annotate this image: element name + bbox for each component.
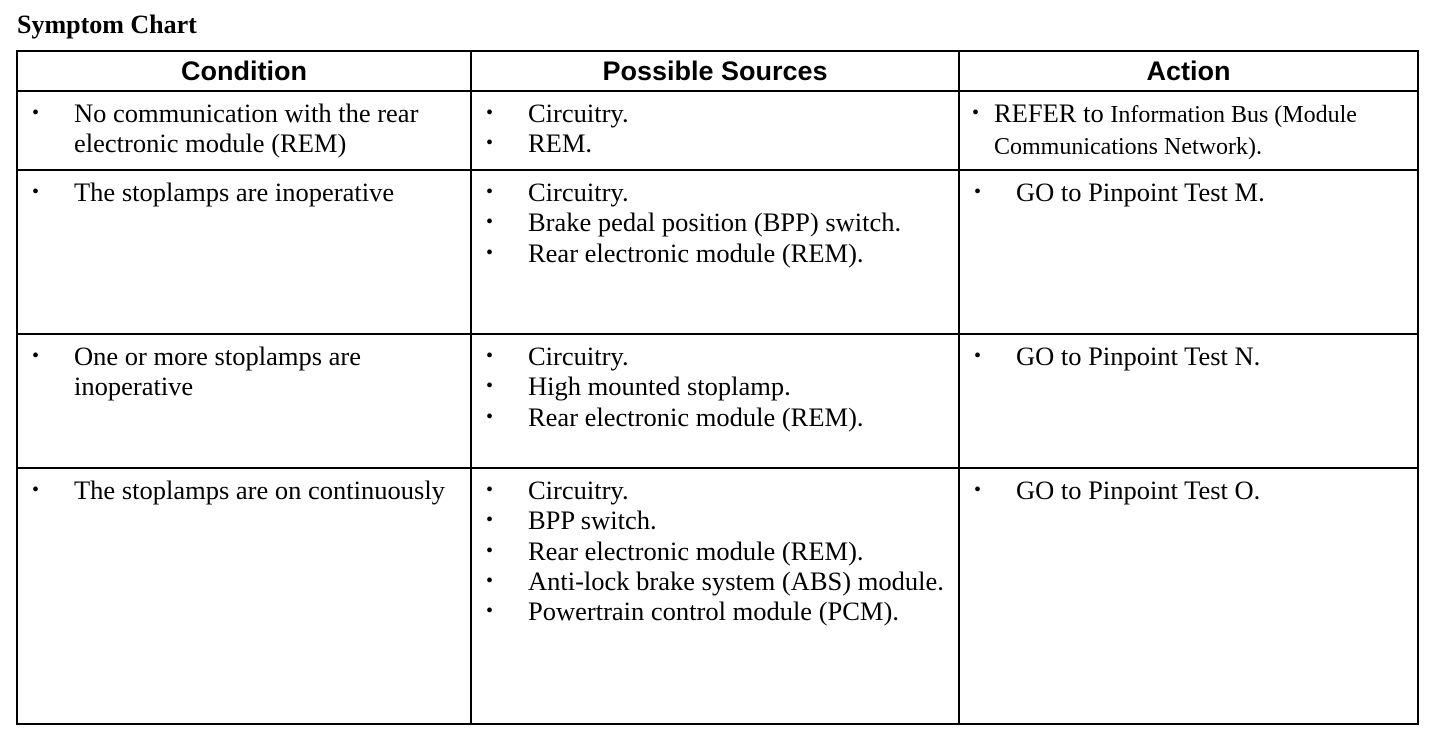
condition-cell: [17, 468, 471, 724]
sources-cell: [471, 170, 959, 334]
table-row: [17, 170, 1418, 334]
source-item: • Rear electronic module (REM).: [486, 402, 952, 432]
header-possible-sources: Possible Sources: [471, 51, 959, 91]
condition-cell: [17, 334, 471, 468]
page-title: Symptom Chart: [17, 10, 197, 39]
action-item: • GO to Pinpoint Test M.: [974, 177, 1411, 207]
action-item: [972, 98, 1411, 163]
condition-text: • The stoplamps are inoperative: [32, 177, 464, 207]
sources-cell: [471, 91, 959, 170]
source-item: • Rear electronic module (REM).: [486, 536, 952, 566]
table-row: [17, 334, 1418, 468]
action-refer-text: REFER to: [994, 98, 1104, 128]
source-item: • Circuitry.: [486, 475, 952, 505]
action-cell: [959, 334, 1418, 468]
source-item: • Circuitry.: [486, 177, 952, 207]
source-item: • Powertrain control module (PCM).: [486, 596, 952, 626]
source-item: • Anti-lock brake system (ABS) module.: [486, 566, 952, 596]
header-action: Action: [959, 51, 1418, 91]
header-row: [17, 51, 1418, 91]
source-item: • REM.: [486, 128, 952, 158]
action-cell: [959, 170, 1418, 334]
sources-cell: [471, 334, 959, 468]
condition-cell: [17, 170, 471, 334]
action-cell: [959, 468, 1418, 724]
symptom-chart-table: [16, 50, 1419, 725]
source-item: • Brake pedal position (BPP) switch.: [486, 207, 952, 237]
table-row: [17, 91, 1418, 170]
condition-text: • No communication with the rear electronic module (REM): [32, 98, 464, 159]
source-item: • High mounted stoplamp.: [486, 371, 952, 401]
source-item: • Rear electronic module (REM).: [486, 238, 952, 268]
table-row: [17, 468, 1418, 724]
sources-cell: [471, 468, 959, 724]
condition-text: • One or more stoplamps are inoperative: [32, 341, 464, 402]
condition-cell: [17, 91, 471, 170]
condition-text: • The stoplamps are on continuously: [32, 475, 464, 505]
action-item: • GO to Pinpoint Test O.: [974, 475, 1411, 505]
action-refer-link[interactable]: Information Bus (Module Communications Network).: [994, 102, 1357, 161]
source-item: • BPP switch.: [486, 505, 952, 535]
action-cell: [959, 91, 1418, 170]
source-item: • Circuitry.: [486, 341, 952, 371]
action-item: • GO to Pinpoint Test N.: [974, 341, 1411, 371]
source-item: • Circuitry.: [486, 98, 952, 128]
header-condition: Condition: [17, 51, 471, 91]
